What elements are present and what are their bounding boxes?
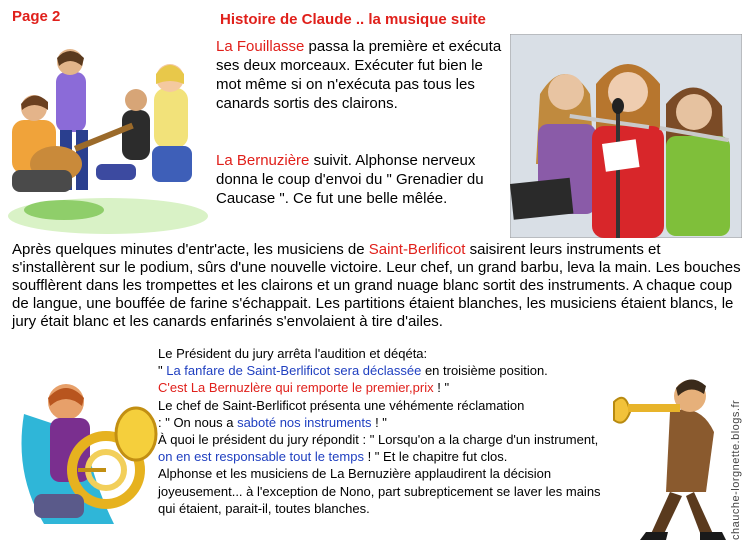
paragraph-fouillasse-text: passa la première et exécuta ses deux morceaux. Exécuter fut bien le mot même si on n'exécuta pas tous les canards sortis des clairons. [216, 38, 502, 112]
jury-line-7: Alphonse et les musiciens de La Bernuzière applaudirent la décision joyeusement... à l'exception de Nono, part subrepticement se laver les mains qui étaient, parait-il, toutes blanches. [158, 466, 601, 516]
band-name-bernuziere: La Bernuzière [216, 152, 310, 169]
page-title: Histoire de Claude .. la musique suite [220, 11, 486, 28]
blog-watermark: chauche-lorgnette.blogs.fr [730, 399, 742, 540]
band-name-fouillasse: La Fouillasse [216, 38, 305, 55]
paragraph-bernuziere-text: suivit. Alphonse nerveux donna le coup d'envoi du " Grenadier du Caucase ". Ce fut une belle mêlée. [216, 152, 484, 207]
paragraph-fouillasse [216, 37, 508, 113]
flute-singers-photo [510, 34, 742, 238]
paragraph-saint-berlificot-start: Après quelques minutes d'entr'acte, les musiciens de [12, 241, 369, 258]
paragraph-saint-berlificot [12, 241, 742, 331]
musicians-illustration [4, 38, 212, 238]
page-label: Page 2 [12, 8, 61, 25]
jury-line-3: C'est La Bernuzlère qui remporte le premier,prix ! " [158, 380, 450, 396]
jury-line-4: Le chef de Saint-Berlificot présenta une véhémente réclamation [158, 397, 525, 413]
jury-line-5: : " On nous a saboté nos instruments ! " [158, 414, 387, 430]
horn-player-illustration [14, 374, 160, 534]
band-name-saint-berlificot: Saint-Berlificot [368, 241, 466, 258]
trumpet-player-illustration [610, 372, 730, 542]
declassement-text: La fanfare de Saint-Berlificot sera déclassée [166, 363, 422, 379]
jury-line-6: À quoi le président du jury répondit : " Lorsqu'on a la charge d'un instrument, on en est responsable tout le temps ! " Et le chapitre fut clos. [158, 432, 599, 465]
paragraph-saint-berlificot-end: saisirent leurs instruments et s'installèrent sur le podium, sûrs d'une nouvelle victoire. Leur chef, un grand barbu, leva la main. Les bouches soufflèrent dans les trompettes et les clairons et un grand nuage blanc sortit des instruments. A chaque coup de langue, une bouffée de farine s'échappait. Les partitions étaient blanches, les musiciens étaient blancs, le jury était blanc et les canards enfarinés s'envolaient à tire d'ailes. [12, 241, 741, 330]
sabotage-text: saboté nos instruments [237, 414, 372, 430]
jury-line-1: Le Président du jury arrêta l'audition et déqéta: [158, 346, 428, 361]
responsable-text: on en est responsable tout le temps [158, 449, 364, 465]
paragraph-bernuziere [216, 151, 508, 208]
paragraph-jury [158, 345, 610, 517]
winner-text: C'est La Bernuzlère qui remporte le premier,prix [158, 380, 434, 396]
jury-line-2: " La fanfare de Saint-Berlificot sera déclassée en troisième position. [158, 363, 548, 379]
